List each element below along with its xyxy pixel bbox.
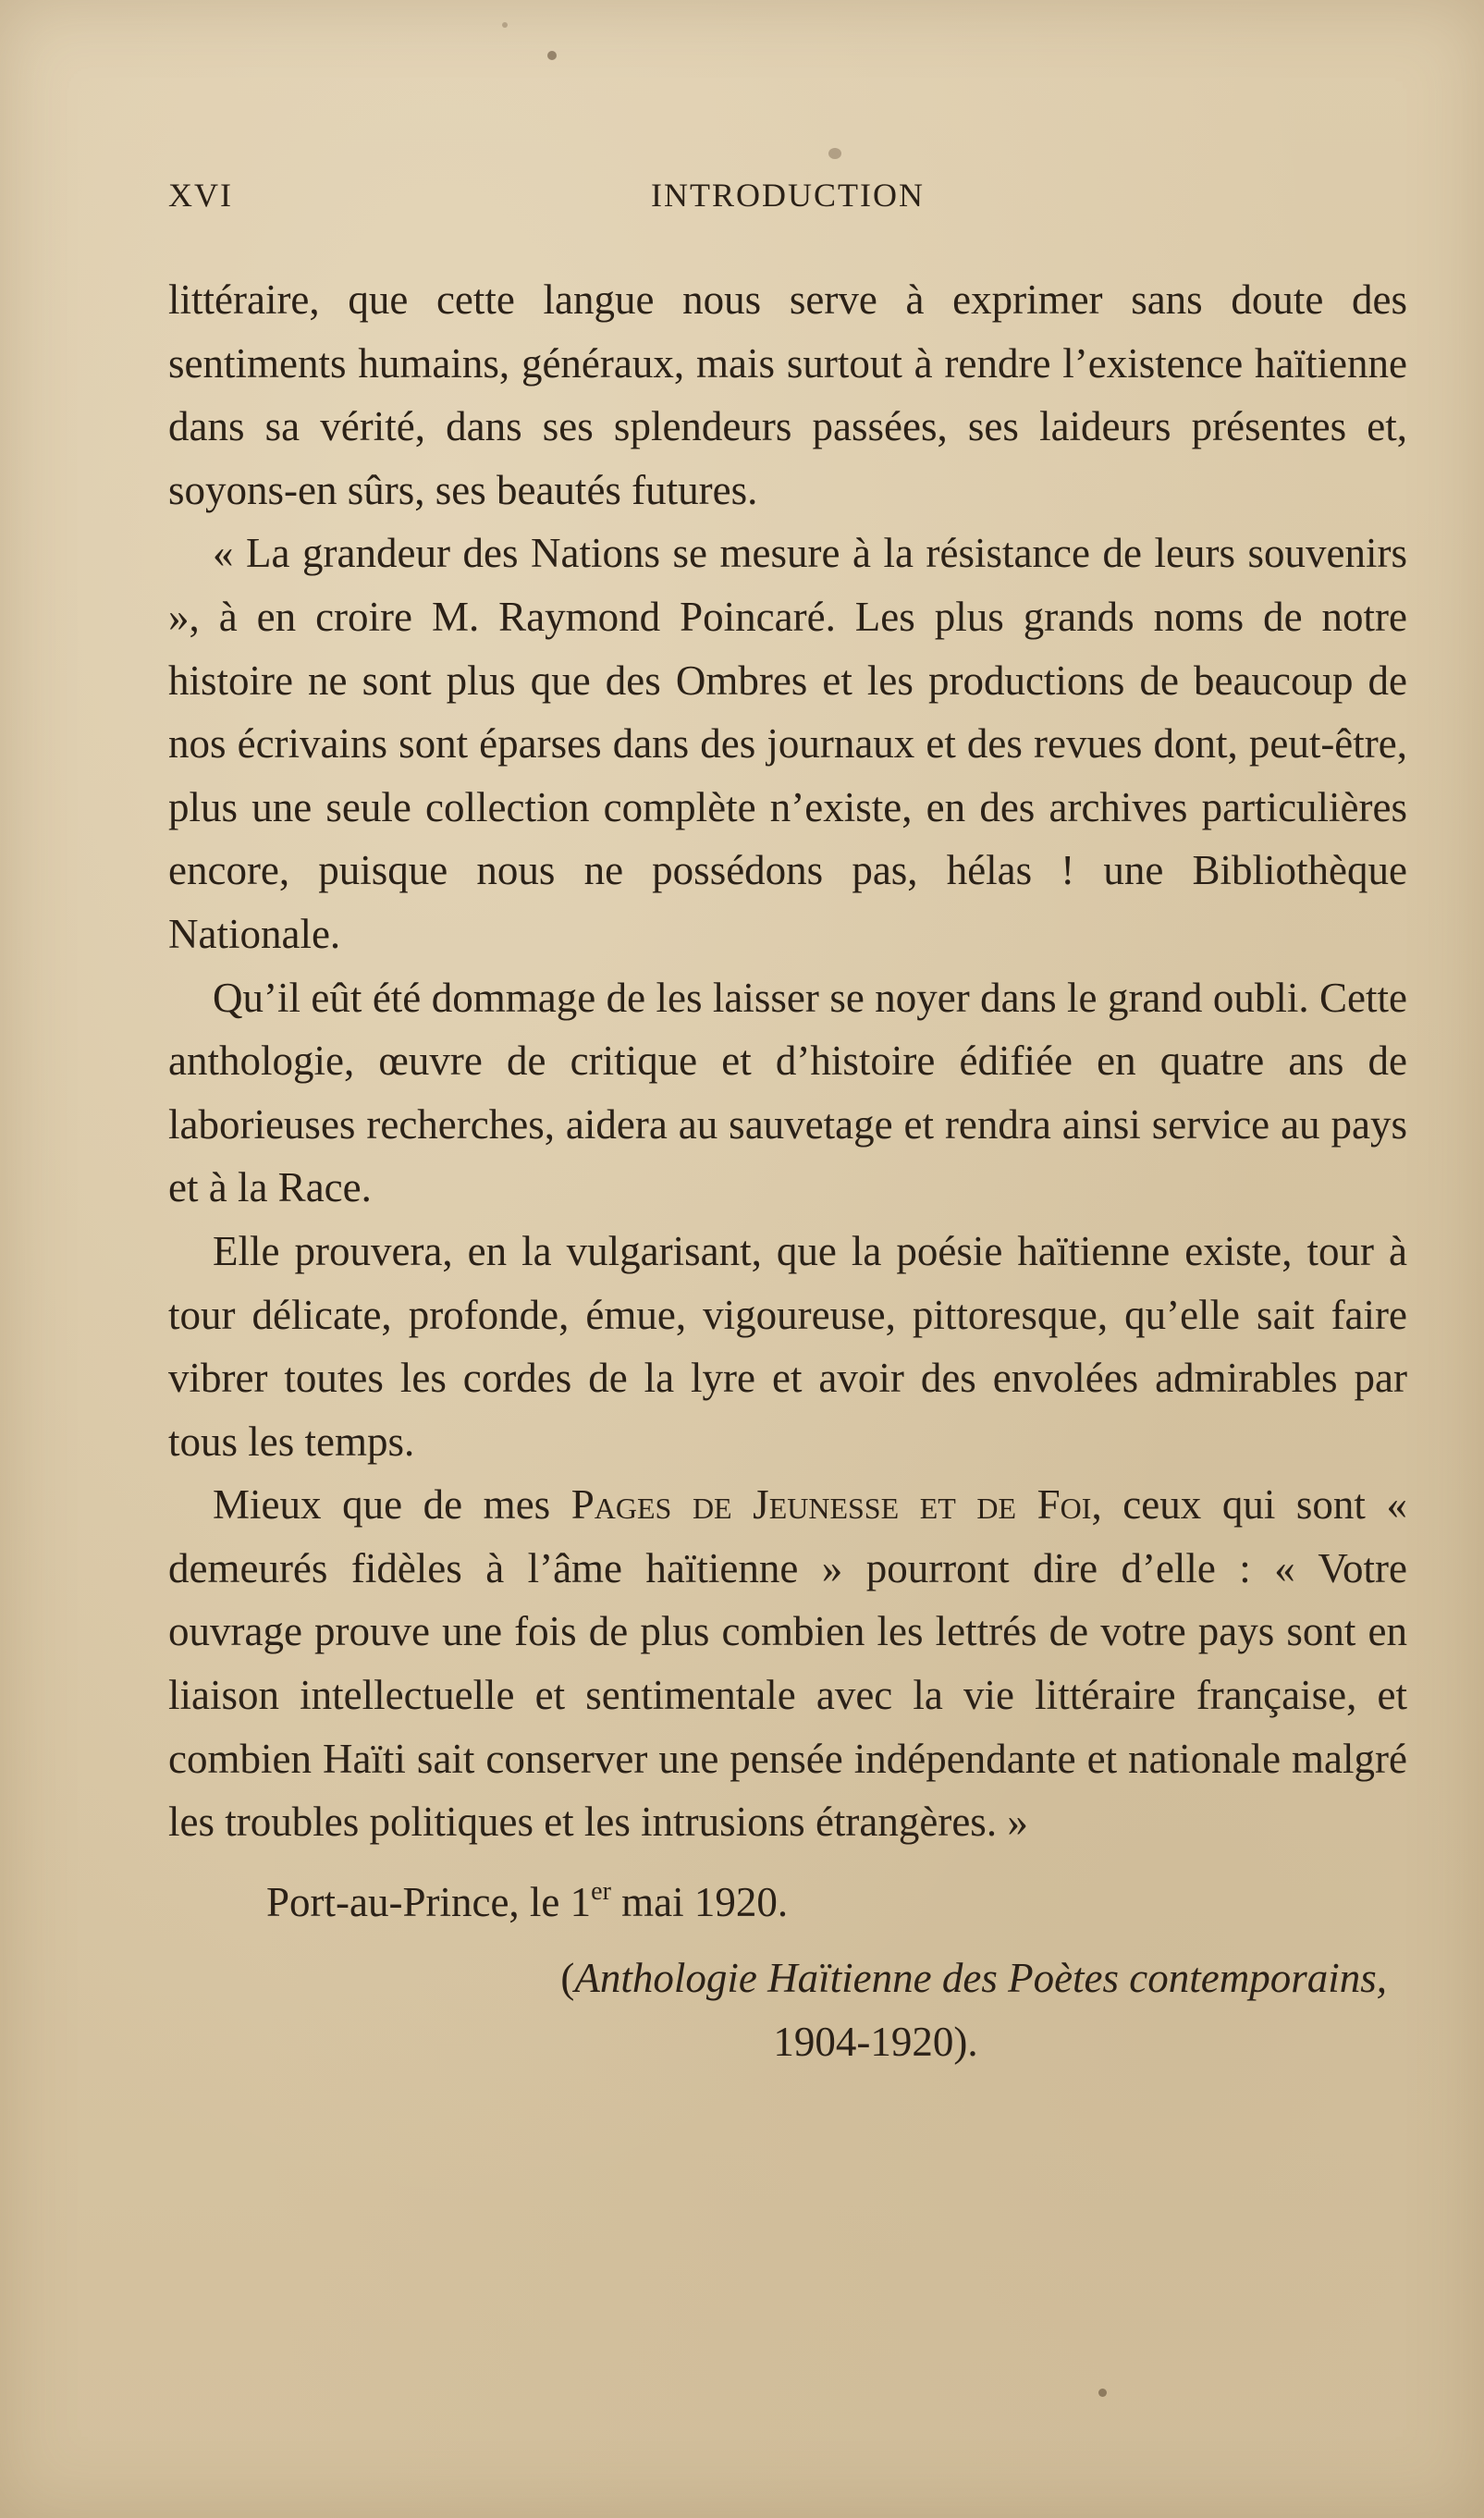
paragraph-5-rest: , ceux qui sont « demeurés fidèles à l’âme haïtienne » pourront dire d’elle : « Votre ouvrage prouve une fois de plus combien les lettrés de votre pays sont en liaison intellectuelle et sentimentale avec la vie littéraire française, et combien Haïti sait conserver une pensée indépendante et nationale malgré les troubles politiques et les intrusions étrangères. » — [168, 1481, 1408, 1846]
paper-speck — [502, 22, 508, 28]
paragraph-4: Elle prouvera, en la vulgarisant, que la poésie haïtienne existe, tour à tour délicate, profonde, émue, vigoureuse, pittoresque, qu’elle sait faire vibrer toutes les cordes de la lyre et avoir des envolées admirables par tous les temps. — [168, 1227, 1407, 1465]
citation-years: 1904-1920). — [773, 2019, 978, 2066]
dateline-suffix: mai 1920. — [610, 1878, 789, 1925]
body-text — [168, 268, 1407, 2074]
paper-speck — [1098, 2389, 1107, 2397]
paragraph-5 — [168, 1473, 1407, 1854]
page-number: XVI — [168, 177, 233, 214]
citation-line-1 — [168, 1947, 1407, 2010]
citation-open-paren: ( — [560, 1955, 575, 2002]
paragraph-5-start: Mieux que de mes — [213, 1481, 571, 1529]
dateline-prefix: Port-au-Prince, le 1 — [266, 1878, 592, 1925]
paragraph-2: « La grandeur des Nations se mesure à la résistance de leurs souvenirs », à en croire M. Raymond Poincaré. Les plus grands noms de notre histoire ne sont plus que des Ombres et les productions de beaucoup de nos écrivains sont éparses dans des journaux et des revues dont, peut-être, plus une seule collection complète n’existe, en des archives particulières encore, puisque nous ne possédons pas, hélas ! une Bibliothèque Nationale. — [168, 530, 1407, 957]
citation-title: Anthologie Haïtienne des Poètes contemporains, — [574, 1955, 1387, 2002]
paper-speck — [828, 148, 841, 159]
dateline — [168, 1871, 1407, 1935]
running-title: INTRODUCTION — [651, 177, 925, 214]
paragraph-3: Qu’il eût été dommage de les laisser se noyer dans le grand oubli. Cette anthologie, œuvre de critique et d’histoire édifiée en quatre ans de laborieuses recherches, aidera au sauvetage et rendra ainsi service au pays et à la Race. — [168, 974, 1407, 1211]
book-title-small-caps: Pages de Jeunesse et de Foi — [570, 1481, 1092, 1529]
paragraph-1: littéraire, que cette langue nous serve à exprimer sans doute des sentiments humains, généraux, mais surtout à rendre l’existence haïtienne dans sa vérité, dans ses splendeurs passées, ses laideurs présentes et, soyons-en sûrs, ses beautés futures. — [168, 276, 1407, 513]
dateline-superscript: er — [591, 1876, 611, 1906]
page-header — [168, 176, 1407, 222]
paper-speck — [547, 51, 557, 60]
